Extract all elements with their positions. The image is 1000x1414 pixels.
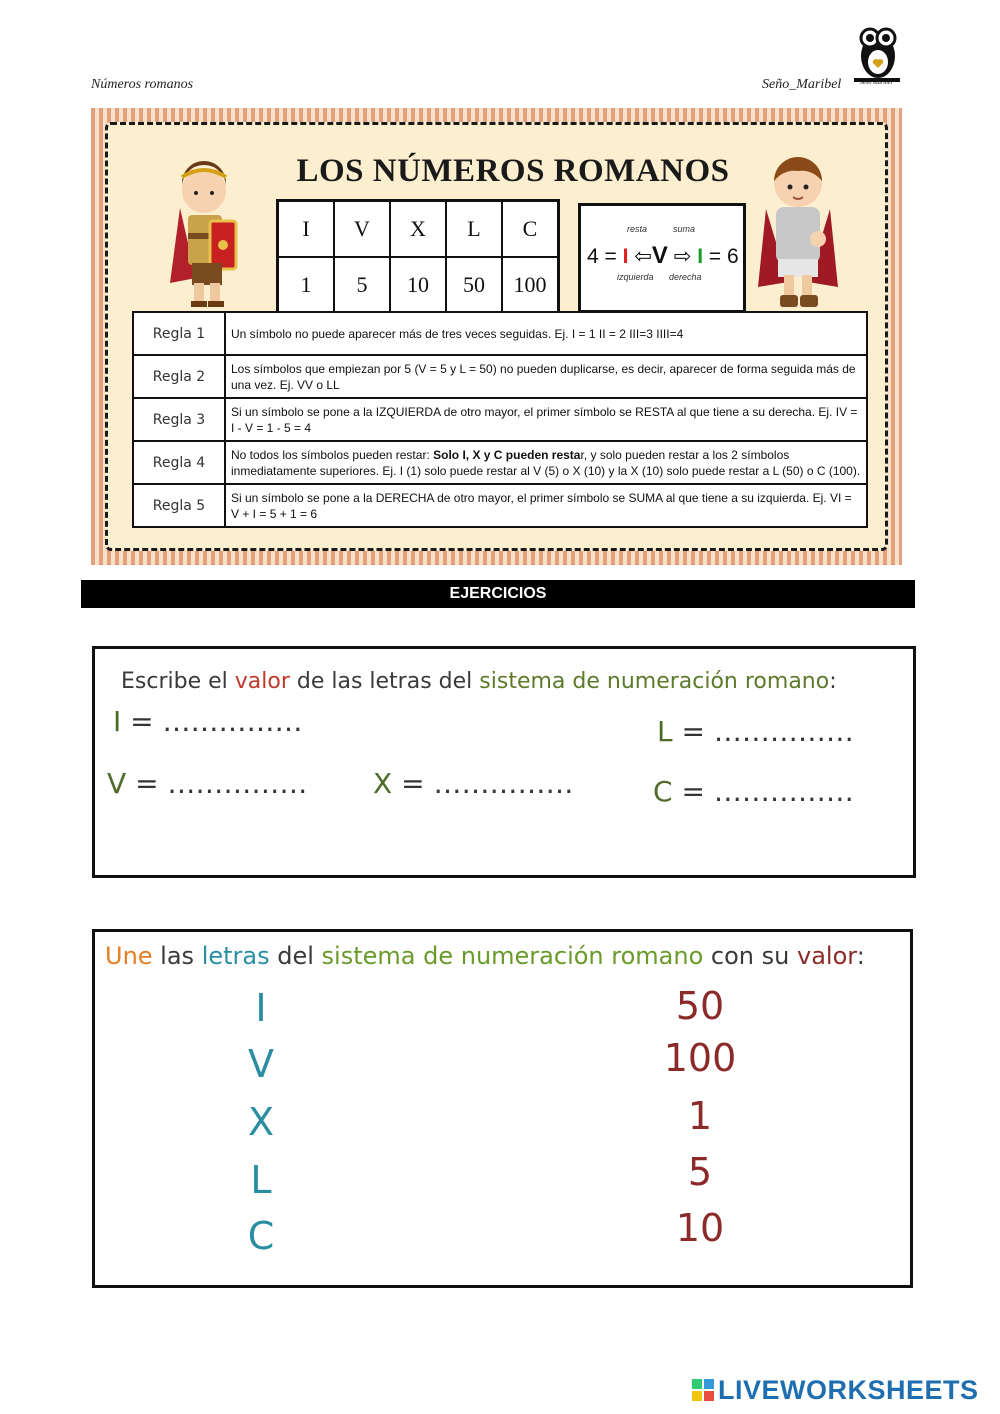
rules-table bbox=[132, 311, 868, 528]
suma-label: suma bbox=[673, 224, 696, 234]
symbol-cell: V bbox=[334, 201, 390, 258]
liveworksheets-logo bbox=[692, 1374, 979, 1406]
value-cell: 10 bbox=[390, 257, 446, 314]
exercise2-title: Une las letras del sistema de numeración romano con su valor: bbox=[105, 942, 865, 970]
match-value[interactable]: 5 bbox=[687, 1150, 713, 1194]
symbol-cell: I bbox=[278, 201, 335, 258]
symbol-cell: X bbox=[390, 201, 446, 258]
owl-caption: Seño Maribel bbox=[859, 80, 893, 86]
roman-values-table bbox=[276, 199, 560, 315]
match-value[interactable]: 1 bbox=[687, 1094, 713, 1138]
value-cell: 1 bbox=[278, 257, 335, 314]
field-v[interactable]: V = …………… bbox=[107, 767, 308, 800]
exercise1-title: Escribe el valor de las letras del sistema de numeración romano: bbox=[121, 669, 837, 694]
rule-name: Regla 2 bbox=[133, 355, 225, 398]
symbol-cell: L bbox=[446, 201, 502, 258]
rule-row bbox=[133, 441, 867, 484]
roman-numerals-poster bbox=[91, 108, 902, 565]
match-letter[interactable]: X bbox=[247, 1100, 275, 1144]
roman-soldier-illustration bbox=[158, 153, 250, 313]
field-c[interactable]: C = …………… bbox=[653, 775, 854, 808]
value-cell: 5 bbox=[334, 257, 390, 314]
rule-row bbox=[133, 398, 867, 441]
rule-row bbox=[133, 312, 867, 355]
match-letter[interactable]: C bbox=[247, 1214, 275, 1258]
match-value[interactable]: 100 bbox=[663, 1036, 737, 1080]
symbols-row bbox=[278, 201, 559, 258]
left-arrow-icon: ⇦ bbox=[634, 245, 652, 268]
right-arrow-icon: ⇨ bbox=[673, 245, 692, 268]
rule-name: Regla 1 bbox=[133, 312, 225, 355]
match-value[interactable]: 10 bbox=[675, 1206, 725, 1250]
header-author: Seño_Maribel bbox=[762, 77, 842, 92]
field-x[interactable]: X = …………… bbox=[373, 767, 574, 800]
logo-icon bbox=[692, 1379, 714, 1401]
rule-text: Un símbolo no puede aparecer más de tres veces seguidas. Ej. I = 1 II = 2 III=3 IIII=4 bbox=[225, 312, 867, 355]
example-equation: 4 = I ⇦V ⇨ I = 6 bbox=[587, 242, 739, 269]
value-cell: 50 bbox=[446, 257, 502, 314]
field-l[interactable]: L = …………… bbox=[657, 715, 854, 748]
owl-logo bbox=[850, 22, 902, 88]
resta-label: resta bbox=[627, 224, 648, 234]
rule-text: Si un símbolo se pone a la DERECHA de otro mayor, el primer símbolo se SUMA al que tiene a su izquierda. Ej. VI = V + I = 5 + 1 = 6 bbox=[225, 484, 867, 527]
match-letter[interactable]: I bbox=[255, 986, 267, 1030]
subtraction-addition-example bbox=[578, 203, 746, 313]
rule-text: Si un símbolo se pone a la IZQUIERDA de otro mayor, el primer símbolo se RESTA al que tiene a su derecha. Ej. IV = I - V = 1 - 5 = 4 bbox=[225, 398, 867, 441]
rule-name: Regla 4 bbox=[133, 441, 225, 484]
poster-title: LOS NÚMEROS ROMANOS bbox=[296, 153, 730, 189]
exercises-banner: EJERCICIOS bbox=[81, 580, 915, 608]
header-subject: Números romanos bbox=[91, 77, 194, 92]
rule-row bbox=[133, 484, 867, 527]
derecha-label: derecha bbox=[669, 272, 702, 282]
poster-frame bbox=[105, 122, 888, 551]
rule-name: Regla 5 bbox=[133, 484, 225, 527]
logo-text: LIVEWORKSHEETS bbox=[718, 1374, 979, 1405]
field-i[interactable]: I = …………… bbox=[113, 705, 303, 738]
rule-name: Regla 3 bbox=[133, 398, 225, 441]
izquierda-label: izquierda bbox=[617, 272, 654, 282]
value-cell: 100 bbox=[502, 257, 559, 314]
exercise-write-values bbox=[92, 646, 916, 878]
exercise-match-values bbox=[92, 929, 913, 1288]
match-letter[interactable]: V bbox=[248, 1042, 274, 1086]
rule-text: Los símbolos que empiezan por 5 (V = 5 y L = 50) no pueden duplicarse, es decir, aparecer de forma seguida más de una vez. Ej. VV o LL bbox=[225, 355, 867, 398]
rule-text: No todos los símbolos pueden restar: Solo I, X y C pueden restar, y solo pueden restar a los 2 símbolos inmediatamente superiores. Ej. I (1) solo puede restar al V (5) o X (10) y la X (10) solo puede restar a L (50) o C (100). bbox=[225, 441, 867, 484]
roman-boy-illustration bbox=[748, 147, 848, 317]
values-row bbox=[278, 257, 559, 314]
rule-row bbox=[133, 355, 867, 398]
match-value[interactable]: 50 bbox=[675, 984, 725, 1028]
symbol-cell: C bbox=[502, 201, 559, 258]
match-letter[interactable]: L bbox=[250, 1158, 272, 1202]
